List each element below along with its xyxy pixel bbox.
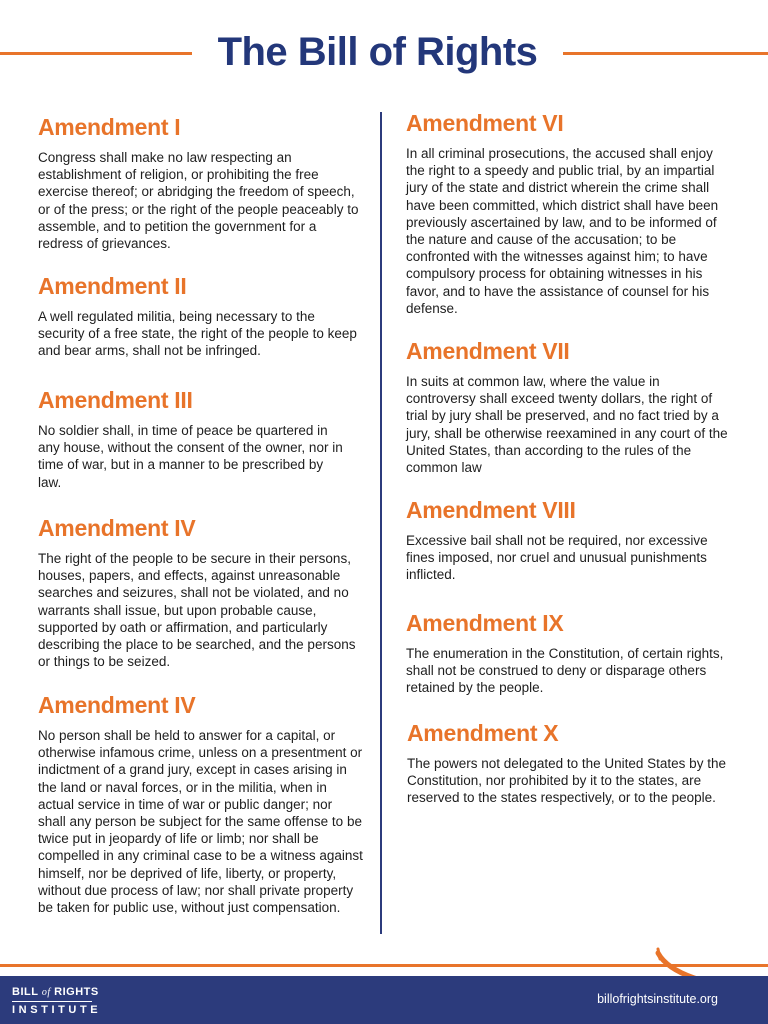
amendment-text: No soldier shall, in time of peace be quartered in any house, without the consent of the owner, nor in time of war, but in a manner to be prescribed by law. bbox=[38, 423, 343, 490]
amendment-heading: Amendment IV bbox=[38, 515, 196, 541]
amendment-text: The powers not delegated to the United States by the Constitution, nor prohibited by it to the states, are reserved to the states respectively, or to the people. bbox=[407, 756, 726, 806]
amendment-heading: Amendment IV bbox=[38, 692, 196, 718]
amendment-9 bbox=[406, 609, 736, 697]
amendment-text: The enumeration in the Constitution, of certain rights, shall not be construed to deny or disparage others retained by the people. bbox=[406, 646, 724, 696]
amendment-4 bbox=[38, 514, 358, 670]
amendment-1 bbox=[38, 113, 363, 252]
amendment-6 bbox=[406, 109, 728, 317]
amendment-text: Congress shall make no law respecting an establishment of religion, or prohibiting the free exercise thereof; or abridging the freedom of speech, or of the press; or the right of the people peaceably to assemble, and to petition the government for a redress of grievances. bbox=[38, 150, 359, 252]
amendment-heading: Amendment VI bbox=[406, 110, 564, 136]
title-rule-left bbox=[0, 52, 192, 55]
website-link[interactable]: billofrightsinstitute.org bbox=[597, 992, 718, 1006]
amendment-heading: Amendment IX bbox=[406, 610, 564, 636]
amendment-heading: Amendment X bbox=[407, 720, 559, 746]
amendment-10 bbox=[407, 719, 729, 807]
page-title: The Bill of Rights bbox=[217, 30, 538, 74]
amendment-3 bbox=[38, 386, 348, 491]
amendment-heading: Amendment II bbox=[38, 273, 187, 299]
amendment-heading: Amendment III bbox=[38, 387, 193, 413]
title-rule-right bbox=[563, 52, 768, 55]
amendment-text: No person shall be held to answer for a capital, or otherwise infamous crime, unless on a presentment or indictment of a grand jury, except in cases arising in the land or naval forces, or in the militia, when in actual service in time of war or public danger; nor shall any person be subject for the same offense to be twice put in jeopardy of life or limb; nor shall be compelled in any criminal case to be a witness against himself, nor be deprived of life, liberty, or property, without due process of law; nor shall private property be taken for public use, without just compensation. bbox=[38, 728, 363, 916]
footer-bar bbox=[0, 976, 768, 1024]
amendment-heading: Amendment VII bbox=[406, 338, 570, 364]
amendment-8 bbox=[406, 496, 728, 584]
amendment-text: In suits at common law, where the value in controversy shall exceed twenty dollars, the right of trial by jury shall be preserved, and no fact tried by a jury, shall be otherwise reexamined in any court of the United States, than according to the rules of the common law bbox=[406, 374, 728, 476]
logo-bottom-line: INSTITUTE bbox=[12, 1004, 102, 1016]
amendment-text: Excessive bail shall not be required, nor excessive fines imposed, nor cruel and unusual punishments inflicted. bbox=[406, 533, 708, 583]
institute-logo[interactable] bbox=[12, 986, 101, 1017]
amendment-5 bbox=[38, 691, 363, 916]
amendment-text: The right of the people to be secure in their persons, houses, papers, and effects, against unreasonable searches and seizures, shall not be violated, and no warrants shall issue, but upon probable cause, supported by oath or affirmation, and particularly describing the place to be searched, and the persons or things to be seized. bbox=[38, 551, 356, 670]
logo-top-line: BILL of RIGHTS bbox=[12, 986, 99, 998]
amendment-7 bbox=[406, 337, 728, 476]
amendment-text: In all criminal prosecutions, the accused shall enjoy the right to a speedy and public trial, by an impartial jury of the state and district wherein the crime shall have been committed, which district shall have been previously ascertained by law, and to be informed of the nature and cause of the accusation; to be confronted with the witnesses against him; to have compulsory process for obtaining witnesses in his favor, and to have the assistance of counsel for his defense. bbox=[406, 146, 719, 316]
amendment-2 bbox=[38, 272, 363, 360]
amendment-heading: Amendment VIII bbox=[406, 497, 576, 523]
logo-divider bbox=[12, 1001, 92, 1002]
amendment-text: A well regulated militia, being necessary to the security of a free state, the right of the people to keep and bear arms, shall not be infringed. bbox=[38, 309, 357, 359]
column-divider bbox=[380, 112, 382, 934]
amendment-heading: Amendment I bbox=[38, 114, 181, 140]
